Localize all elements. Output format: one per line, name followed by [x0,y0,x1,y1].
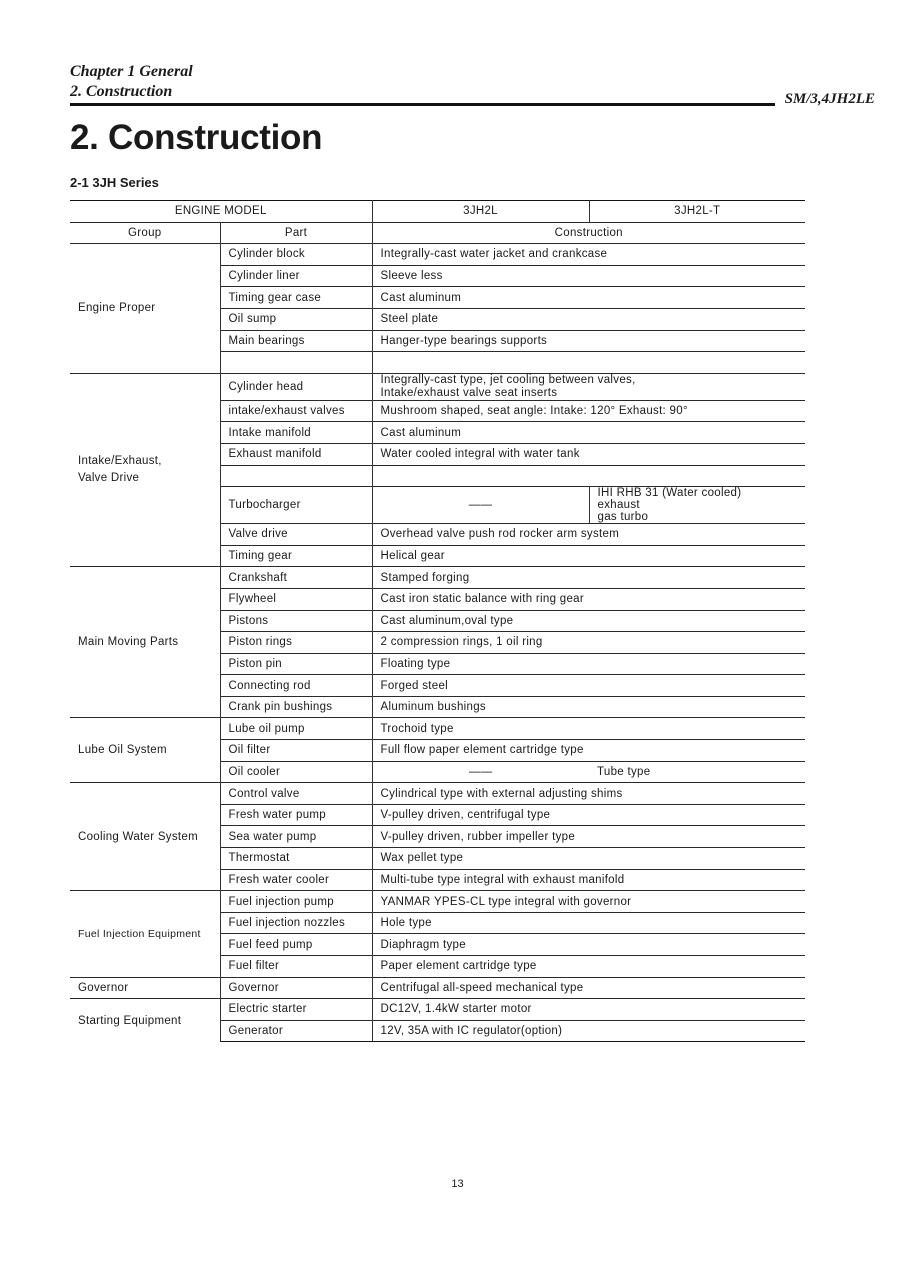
part-cell: Turbocharger [220,487,372,524]
construction-cell: Centrifugal all-speed mechanical type [372,977,805,999]
construction-cell: Stamped forging [372,567,805,589]
part-cell: intake/exhaust valves [220,400,372,422]
part-cell: Connecting rod [220,675,372,697]
part-cell: Fuel injection nozzles [220,912,372,934]
construction-cell: Integrally-cast type, jet cooling between valves, Intake/exhaust valve seat inserts [372,373,805,400]
construction-cell-3jh2l-t: IHI RHB 31 (Water cooled) exhaust gas turbo [589,487,805,524]
table-row [70,999,805,1021]
part-cell: Crankshaft [220,567,372,589]
section-title: 2-1 3JH Series [70,175,159,190]
construction-column-header: Construction [372,222,805,244]
model-code: SM/3,4JH2LE [784,91,875,107]
empty-cell [372,352,805,374]
construction-cell: V-pulley driven, centrifugal type [372,804,805,826]
part-cell: Oil cooler [220,761,372,783]
part-cell: Exhaust manifold [220,443,372,465]
part-cell: Piston rings [220,632,372,654]
construction-cell: Paper element cartridge type [372,956,805,978]
part-cell: Control valve [220,783,372,805]
construction-cell: Helical gear [372,545,805,567]
construction-cell: Diaphragm type [372,934,805,956]
construction-cell: DC12V, 1.4kW starter motor [372,999,805,1021]
group-cooling-water-system: Cooling Water System [70,783,220,891]
construction-cell: Steel plate [372,308,805,330]
group-main-moving-parts: Main Moving Parts [70,567,220,718]
empty-cell [372,465,805,487]
construction-cell: Forged steel [372,675,805,697]
construction-cell: Overhead valve push rod rocker arm system [372,524,805,546]
table-row [70,891,805,913]
construction-cell: Aluminum bushings [372,696,805,718]
page-number: 13 [451,1178,464,1190]
part-cell: Cylinder head [220,373,372,400]
table-row [70,718,805,740]
part-cell: Fuel injection pump [220,891,372,913]
table-row [70,977,805,999]
construction-cell: Cast aluminum [372,287,805,309]
part-cell: Main bearings [220,330,372,352]
table-subheader-row [70,222,805,244]
table-row [70,244,805,266]
model-3jh2l-t: 3JH2L-T [589,201,805,223]
table-row [70,373,805,400]
construction-cell: Hole type [372,912,805,934]
construction-cell: Hanger-type bearings supports [372,330,805,352]
part-cell: Sea water pump [220,826,372,848]
construction-cell: Multi-tube type integral with exhaust manifold [372,869,805,891]
construction-cell: Cast aluminum,oval type [372,610,805,632]
table-row [70,567,805,589]
part-cell: Thermostat [220,848,372,870]
construction-cell: Integrally-cast water jacket and crankcase [372,244,805,266]
group-fuel-injection-equipment: Fuel Injection Equipment [70,891,220,977]
construction-cell: Cast iron static balance with ring gear [372,588,805,610]
construction-cell: Trochoid type [372,718,805,740]
construction-cell: Cast aluminum [372,422,805,444]
running-header [70,62,193,102]
group-governor: Governor [70,977,220,999]
group-intake-exhaust: Intake/Exhaust, Valve Drive [70,373,220,567]
part-cell: Fuel feed pump [220,934,372,956]
part-cell: Oil filter [220,740,372,762]
part-cell: Fuel filter [220,956,372,978]
part-cell: Cylinder block [220,244,372,266]
group-starting-equipment: Starting Equipment [70,999,220,1042]
construction-cell: Full flow paper element cartridge type [372,740,805,762]
engine-model-label: ENGINE MODEL [70,201,372,223]
part-cell: Pistons [220,610,372,632]
construction-table [70,200,805,1042]
group-lube-oil-system: Lube Oil System [70,718,220,783]
part-cell: Fresh water cooler [220,869,372,891]
page-title: 2. Construction [70,118,323,157]
empty-cell [220,352,372,374]
part-cell: Timing gear [220,545,372,567]
construction-cell: Water cooled integral with water tank [372,443,805,465]
construction-cell-3jh2l: —— [372,487,589,524]
section-label: 2. Construction [70,83,173,100]
table-header-row [70,201,805,223]
part-cell: Cylinder liner [220,265,372,287]
part-cell: Governor [220,977,372,999]
construction-cell: YANMAR YPES-CL type integral with governor [372,891,805,913]
chapter-label: Chapter 1 General [70,63,193,80]
construction-cell: 2 compression rings, 1 oil ring [372,632,805,654]
part-cell: Electric starter [220,999,372,1021]
construction-cell: Floating type [372,653,805,675]
part-cell: Lube oil pump [220,718,372,740]
construction-cell-3jh2l-t: Tube type [589,761,805,783]
part-cell: Timing gear case [220,287,372,309]
table-row [70,783,805,805]
construction-cell: Cylindrical type with external adjusting shims [372,783,805,805]
construction-cell: Sleeve less [372,265,805,287]
model-3jh2l: 3JH2L [372,201,589,223]
header-rule [70,103,775,106]
construction-cell: Wax pellet type [372,848,805,870]
part-cell: Flywheel [220,588,372,610]
part-cell: Piston pin [220,653,372,675]
part-cell: Crank pin bushings [220,696,372,718]
construction-cell: 12V, 35A with IC regulator(option) [372,1020,805,1042]
construction-cell: V-pulley driven, rubber impeller type [372,826,805,848]
group-column-header: Group [70,222,220,244]
part-cell: Intake manifold [220,422,372,444]
part-column-header: Part [220,222,372,244]
part-cell: Valve drive [220,524,372,546]
construction-cell: Mushroom shaped, seat angle: Intake: 120° Exhaust: 90° [372,400,805,422]
part-cell: Fresh water pump [220,804,372,826]
group-engine-proper: Engine Proper [70,244,220,374]
construction-cell-3jh2l: —— [372,761,589,783]
part-cell: Generator [220,1020,372,1042]
part-cell: Oil sump [220,308,372,330]
empty-cell [220,465,372,487]
